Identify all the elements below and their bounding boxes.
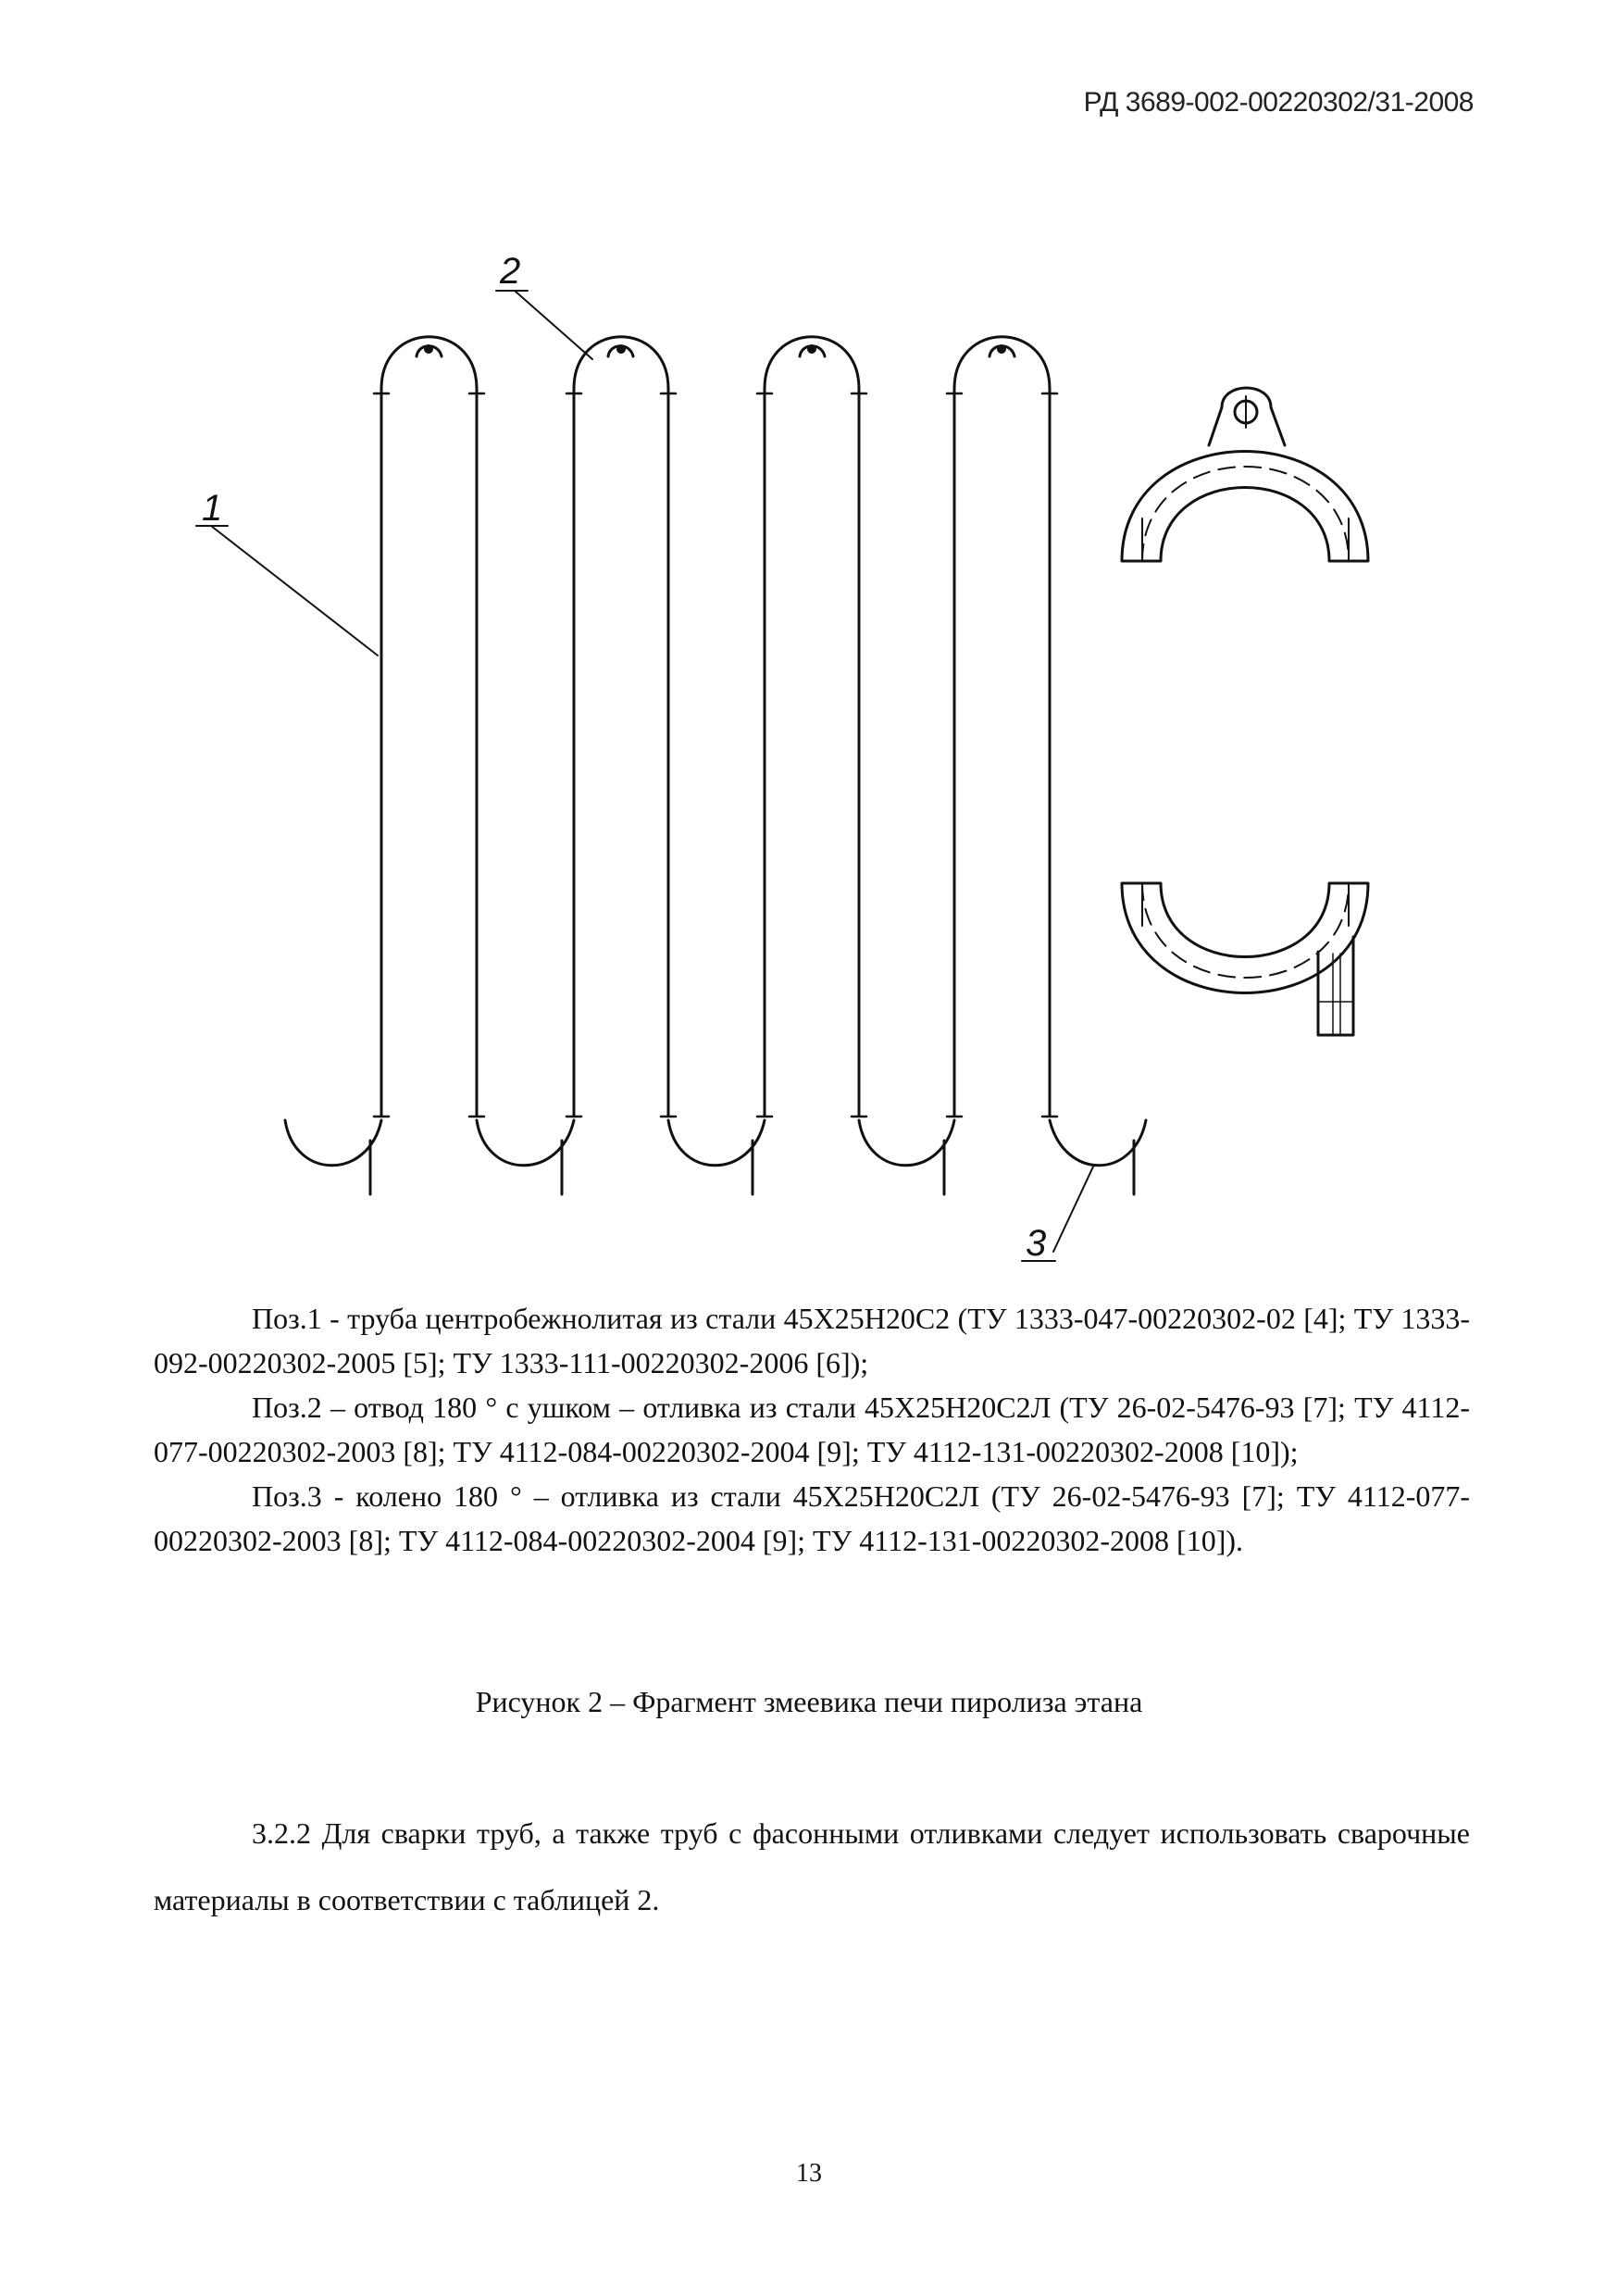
paragraph: 3.2.2 Для сварки труб, а также труб с фасонными отливками следует использовать сварочные материалы в соответствии с таблицей 2. — [154, 1816, 1470, 1916]
callout-2: 2 — [500, 251, 521, 292]
bottom-bends — [285, 1120, 1146, 1194]
callout-1: 1 — [202, 488, 223, 529]
figure-legend — [154, 1296, 1470, 1563]
legend-item: Поз.1 - труба центробежнолитая из стали 45Х25Н20С2 (ТУ 1333-047-00220302-02 [4]; ТУ 1333-092-00220302-2005 [5]; ТУ 1333-111-00220302-2006 [6]); — [154, 1302, 1470, 1379]
leader-line-1 — [211, 526, 378, 655]
legend-item: Поз.2 – отвод 180 ° с ушком – отливка из стали 45Х25Н20С2Л (ТУ 26-02-5476-93 [7]; ТУ 4112-077-00220302-2003 [8]; ТУ 4112-084-00220302-2004 [9]; ТУ 4112-131-00220302-2008 [10]); — [154, 1391, 1470, 1468]
bend — [477, 1120, 574, 1166]
page-number: 13 — [796, 2159, 822, 2188]
legend-item: Поз.3 - колено 180 ° – отливка из стали 45Х25Н20С2Л (ТУ 26-02-5476-93 [7]; ТУ 4112-077-00220302-2003 [8]; ТУ 4112-084-00220302-2004 [9]; ТУ 4112-131-00220302-2008 [10]). — [154, 1479, 1470, 1557]
leader-line-2 — [515, 291, 592, 359]
top-bends — [381, 337, 1050, 389]
coil-drawing — [0, 222, 1618, 1315]
bend — [285, 1120, 381, 1166]
bend — [1050, 1120, 1146, 1166]
bend — [668, 1120, 765, 1166]
bend — [859, 1120, 954, 1166]
tube-group — [381, 389, 1050, 1116]
detail-bend-with-lug — [1122, 388, 1368, 561]
figure-caption: Рисунок 2 – Фрагмент змеевика печи пиролиза этана — [475, 1685, 1143, 1718]
callout-3: 3 — [1026, 1223, 1047, 1264]
document-code: РД 3689-002-00220302/31-2008 — [1083, 87, 1474, 118]
body-text — [154, 1800, 1470, 1933]
detail-bend — [1122, 883, 1368, 1035]
leader-line-3 — [1053, 1165, 1094, 1252]
